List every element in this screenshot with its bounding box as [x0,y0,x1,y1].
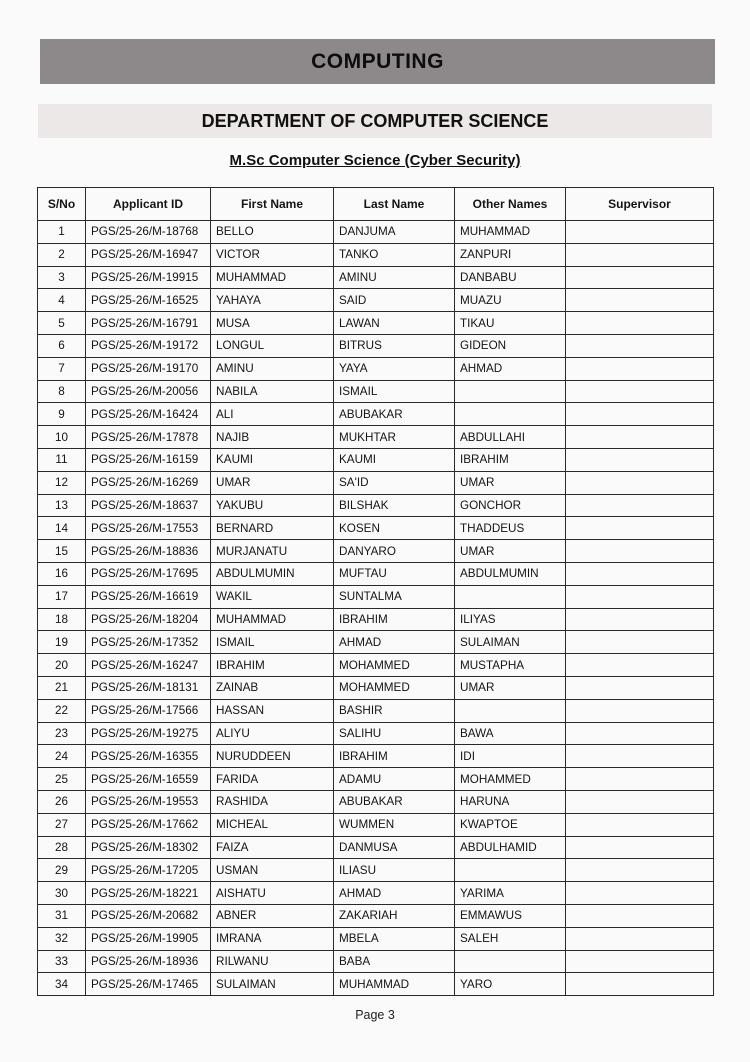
cell-applicant-id: PGS/25-26/M-16159 [86,448,211,471]
cell-last-name: ISMAIL [334,380,455,403]
cell-applicant-id: PGS/25-26/M-18768 [86,221,211,244]
cell-first-name: YAHAYA [211,289,334,312]
table-row [38,699,714,722]
cell-first-name: RASHIDA [211,790,334,813]
cell-supervisor [566,380,714,403]
cell-first-name: USMAN [211,859,334,882]
cell-other-names: HARUNA [455,790,566,813]
table-row [38,790,714,813]
cell-other-names: UMAR [455,471,566,494]
cell-sno: 1 [38,221,86,244]
cell-supervisor [566,585,714,608]
table-row [38,950,714,973]
table-row [38,745,714,768]
cell-other-names [455,380,566,403]
cell-supervisor [566,334,714,357]
cell-last-name: IBRAHIM [334,745,455,768]
cell-first-name: MUHAMMAD [211,266,334,289]
cell-first-name: NAJIB [211,426,334,449]
cell-first-name: IBRAHIM [211,654,334,677]
cell-applicant-id: PGS/25-26/M-17566 [86,699,211,722]
cell-applicant-id: PGS/25-26/M-16424 [86,403,211,426]
cell-other-names [455,950,566,973]
cell-first-name: MURJANATU [211,540,334,563]
cell-sno: 24 [38,745,86,768]
cell-first-name: ABNER [211,904,334,927]
cell-other-names: UMAR [455,676,566,699]
cell-last-name: MUKHTAR [334,426,455,449]
table-row [38,334,714,357]
cell-applicant-id: PGS/25-26/M-20056 [86,380,211,403]
programme-title: M.Sc Computer Science (Cyber Security) [229,152,521,169]
cell-last-name: SAID [334,289,455,312]
cell-applicant-id: PGS/25-26/M-18204 [86,608,211,631]
cell-sno: 15 [38,540,86,563]
cell-first-name: WAKIL [211,585,334,608]
cell-supervisor [566,494,714,517]
cell-applicant-id: PGS/25-26/M-16791 [86,312,211,335]
cell-applicant-id: PGS/25-26/M-17878 [86,426,211,449]
cell-first-name: AMINU [211,357,334,380]
header-row [38,188,714,221]
cell-sno: 6 [38,334,86,357]
cell-sno: 28 [38,836,86,859]
cell-last-name: ADAMU [334,768,455,791]
table-row [38,676,714,699]
cell-sno: 21 [38,676,86,699]
cell-other-names: GONCHOR [455,494,566,517]
cell-other-names: IBRAHIM [455,448,566,471]
cell-other-names: MUAZU [455,289,566,312]
cell-sno: 19 [38,631,86,654]
cell-first-name: FARIDA [211,768,334,791]
cell-sno: 34 [38,973,86,996]
cell-last-name: SUNTALMA [334,585,455,608]
cell-last-name: BABA [334,950,455,973]
cell-other-names: KWAPTOE [455,813,566,836]
cell-applicant-id: PGS/25-26/M-16355 [86,745,211,768]
cell-sno: 14 [38,517,86,540]
cell-first-name: ISMAIL [211,631,334,654]
cell-other-names: EMMAWUS [455,904,566,927]
cell-last-name: MUHAMMAD [334,973,455,996]
cell-supervisor [566,859,714,882]
table-row [38,494,714,517]
cell-first-name: AISHATU [211,882,334,905]
cell-other-names: ABDULLAHI [455,426,566,449]
cell-supervisor [566,676,714,699]
table-row [38,722,714,745]
cell-last-name: TANKO [334,243,455,266]
cell-other-names: DANBABU [455,266,566,289]
cell-last-name: ILIASU [334,859,455,882]
cell-sno: 2 [38,243,86,266]
cell-other-names [455,699,566,722]
cell-applicant-id: PGS/25-26/M-18131 [86,676,211,699]
cell-supervisor [566,471,714,494]
cell-other-names: SULAIMAN [455,631,566,654]
cell-sno: 7 [38,357,86,380]
cell-sno: 9 [38,403,86,426]
cell-applicant-id: PGS/25-26/M-17465 [86,973,211,996]
applicants-table [37,187,714,996]
table-row [38,904,714,927]
cell-last-name: AHMAD [334,631,455,654]
cell-applicant-id: PGS/25-26/M-17662 [86,813,211,836]
table-row [38,266,714,289]
cell-last-name: AMINU [334,266,455,289]
cell-supervisor [566,562,714,585]
cell-other-names: TIKAU [455,312,566,335]
column-header-other-names: Other Names [455,188,566,221]
cell-other-names: ABDULMUMIN [455,562,566,585]
cell-applicant-id: PGS/25-26/M-16947 [86,243,211,266]
cell-last-name: BITRUS [334,334,455,357]
cell-applicant-id: PGS/25-26/M-17695 [86,562,211,585]
cell-sno: 18 [38,608,86,631]
cell-applicant-id: PGS/25-26/M-19553 [86,790,211,813]
cell-sno: 31 [38,904,86,927]
cell-other-names: YARIMA [455,882,566,905]
cell-sno: 17 [38,585,86,608]
table-row [38,221,714,244]
table-row [38,631,714,654]
cell-first-name: LONGUL [211,334,334,357]
cell-supervisor [566,950,714,973]
cell-first-name: BERNARD [211,517,334,540]
cell-last-name: ZAKARIAH [334,904,455,927]
cell-sno: 30 [38,882,86,905]
cell-last-name: DANJUMA [334,221,455,244]
cell-last-name: ABUBAKAR [334,403,455,426]
table-row [38,403,714,426]
cell-other-names: MUSTAPHA [455,654,566,677]
cell-sno: 12 [38,471,86,494]
cell-sno: 33 [38,950,86,973]
cell-first-name: NURUDDEEN [211,745,334,768]
cell-sno: 27 [38,813,86,836]
cell-supervisor [566,243,714,266]
cell-supervisor [566,768,714,791]
cell-first-name: MUSA [211,312,334,335]
cell-other-names [455,585,566,608]
cell-first-name: UMAR [211,471,334,494]
cell-first-name: SULAIMAN [211,973,334,996]
cell-applicant-id: PGS/25-26/M-17205 [86,859,211,882]
cell-supervisor [566,357,714,380]
cell-first-name: BELLO [211,221,334,244]
cell-last-name: ABUBAKAR [334,790,455,813]
cell-applicant-id: PGS/25-26/M-17352 [86,631,211,654]
cell-last-name: BILSHAK [334,494,455,517]
cell-last-name: YAYA [334,357,455,380]
table-row [38,540,714,563]
table-row [38,471,714,494]
table-row [38,585,714,608]
cell-first-name: MUHAMMAD [211,608,334,631]
cell-supervisor [566,790,714,813]
faculty-banner: COMPUTING [40,39,715,84]
cell-other-names: IDI [455,745,566,768]
column-header-first-name: First Name [211,188,334,221]
cell-other-names: GIDEON [455,334,566,357]
cell-first-name: VICTOR [211,243,334,266]
cell-last-name: KOSEN [334,517,455,540]
column-header-supervisor: Supervisor [566,188,714,221]
cell-first-name: ALI [211,403,334,426]
column-header-sno: S/No [38,188,86,221]
applicants-table-body [38,221,714,996]
cell-supervisor [566,699,714,722]
cell-supervisor [566,517,714,540]
cell-last-name: AHMAD [334,882,455,905]
cell-first-name: KAUMI [211,448,334,471]
cell-first-name: IMRANA [211,927,334,950]
cell-sno: 3 [38,266,86,289]
cell-last-name: LAWAN [334,312,455,335]
cell-supervisor [566,289,714,312]
cell-last-name: DANYARO [334,540,455,563]
cell-supervisor [566,904,714,927]
cell-sno: 32 [38,927,86,950]
cell-other-names: BAWA [455,722,566,745]
table-row [38,426,714,449]
cell-applicant-id: PGS/25-26/M-19275 [86,722,211,745]
table-row [38,882,714,905]
cell-last-name: DANMUSA [334,836,455,859]
cell-last-name: MOHAMMED [334,676,455,699]
table-row [38,289,714,312]
cell-applicant-id: PGS/25-26/M-19915 [86,266,211,289]
cell-supervisor [566,312,714,335]
cell-supervisor [566,448,714,471]
cell-applicant-id: PGS/25-26/M-18637 [86,494,211,517]
cell-supervisor [566,813,714,836]
cell-last-name: SALIHU [334,722,455,745]
cell-other-names: SALEH [455,927,566,950]
cell-applicant-id: PGS/25-26/M-20682 [86,904,211,927]
cell-first-name: FAIZA [211,836,334,859]
cell-other-names: ZANPURI [455,243,566,266]
cell-supervisor [566,426,714,449]
table-row [38,357,714,380]
cell-last-name: IBRAHIM [334,608,455,631]
table-row [38,813,714,836]
cell-sno: 26 [38,790,86,813]
cell-sno: 23 [38,722,86,745]
table-row [38,312,714,335]
cell-other-names: ILIYAS [455,608,566,631]
cell-applicant-id: PGS/25-26/M-16269 [86,471,211,494]
department-header: DEPARTMENT OF COMPUTER SCIENCE [38,104,712,138]
cell-supervisor [566,654,714,677]
cell-supervisor [566,973,714,996]
cell-applicant-id: PGS/25-26/M-17553 [86,517,211,540]
column-header-applicant-id: Applicant ID [86,188,211,221]
table-row [38,768,714,791]
column-header-last-name: Last Name [334,188,455,221]
table-row [38,517,714,540]
table-row [38,608,714,631]
cell-supervisor [566,540,714,563]
cell-applicant-id: PGS/25-26/M-18836 [86,540,211,563]
cell-first-name: ABDULMUMIN [211,562,334,585]
cell-supervisor [566,836,714,859]
cell-other-names: UMAR [455,540,566,563]
cell-other-names: ABDULHAMID [455,836,566,859]
cell-first-name: NABILA [211,380,334,403]
cell-sno: 22 [38,699,86,722]
cell-last-name: MBELA [334,927,455,950]
cell-supervisor [566,927,714,950]
cell-sno: 5 [38,312,86,335]
table-row [38,380,714,403]
page-number: Page 3 [355,1008,395,1022]
cell-applicant-id: PGS/25-26/M-18302 [86,836,211,859]
cell-applicant-id: PGS/25-26/M-19905 [86,927,211,950]
cell-last-name: WUMMEN [334,813,455,836]
cell-supervisor [566,882,714,905]
cell-other-names: MUHAMMAD [455,221,566,244]
cell-applicant-id: PGS/25-26/M-18936 [86,950,211,973]
cell-last-name: MUFTAU [334,562,455,585]
cell-supervisor [566,608,714,631]
cell-sno: 20 [38,654,86,677]
cell-sno: 29 [38,859,86,882]
cell-supervisor [566,266,714,289]
cell-applicant-id: PGS/25-26/M-16619 [86,585,211,608]
cell-other-names: MOHAMMED [455,768,566,791]
table-row [38,859,714,882]
cell-sno: 25 [38,768,86,791]
cell-first-name: ALIYU [211,722,334,745]
table-row [38,562,714,585]
cell-applicant-id: PGS/25-26/M-19170 [86,357,211,380]
cell-applicant-id: PGS/25-26/M-18221 [86,882,211,905]
cell-applicant-id: PGS/25-26/M-16525 [86,289,211,312]
cell-last-name: MOHAMMED [334,654,455,677]
cell-last-name: BASHIR [334,699,455,722]
cell-supervisor [566,221,714,244]
cell-applicant-id: PGS/25-26/M-16559 [86,768,211,791]
cell-first-name: YAKUBU [211,494,334,517]
cell-first-name: MICHEAL [211,813,334,836]
cell-sno: 16 [38,562,86,585]
cell-sno: 13 [38,494,86,517]
cell-supervisor [566,631,714,654]
cell-sno: 11 [38,448,86,471]
cell-applicant-id: PGS/25-26/M-19172 [86,334,211,357]
table-row [38,243,714,266]
cell-first-name: RILWANU [211,950,334,973]
table-row [38,927,714,950]
cell-sno: 4 [38,289,86,312]
cell-sno: 10 [38,426,86,449]
cell-last-name: SA'ID [334,471,455,494]
table-row [38,448,714,471]
cell-other-names [455,859,566,882]
cell-first-name: HASSAN [211,699,334,722]
applicants-table-header [38,188,714,221]
cell-other-names: THADDEUS [455,517,566,540]
cell-other-names: YARO [455,973,566,996]
cell-other-names: AHMAD [455,357,566,380]
cell-applicant-id: PGS/25-26/M-16247 [86,654,211,677]
cell-first-name: ZAINAB [211,676,334,699]
table-row [38,654,714,677]
cell-supervisor [566,722,714,745]
cell-supervisor [566,403,714,426]
cell-last-name: KAUMI [334,448,455,471]
cell-supervisor [566,745,714,768]
table-row [38,836,714,859]
cell-sno: 8 [38,380,86,403]
cell-other-names [455,403,566,426]
table-row [38,973,714,996]
